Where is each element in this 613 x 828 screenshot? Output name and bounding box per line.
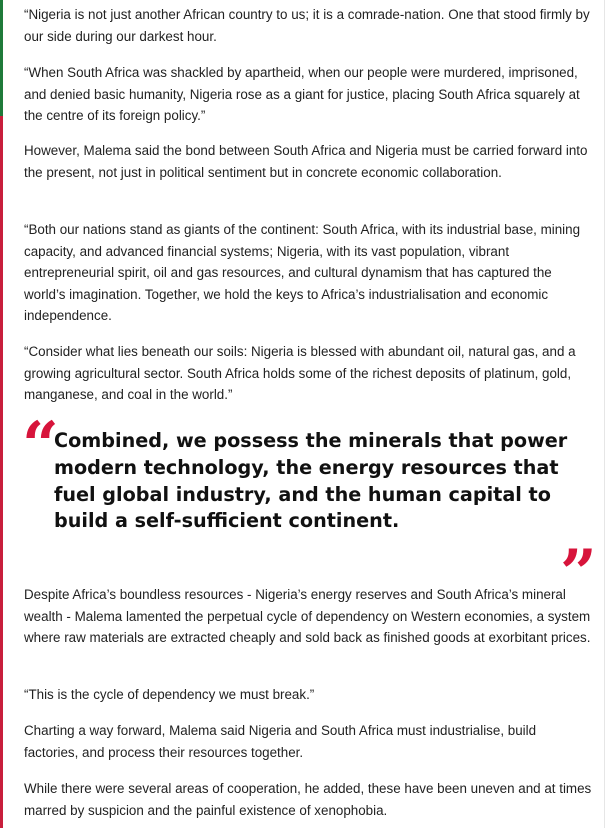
- pull-quote-text: Combined, we possess the minerals that power modern technology, the energy resources that fuel global industry, and the human capital to build a self-sufficient continent.: [54, 429, 568, 533]
- pull-quote: [22, 408, 597, 611]
- flag-accent-stripe: [0, 0, 3, 828]
- close-quote-icon: ”: [560, 536, 597, 611]
- article-paragraph-8: Charting a way forward, Malema said Nigeria and South Africa must industrialise, build factories, and process their resources together.: [24, 723, 537, 760]
- article-paragraph-4: “Both our nations stand as giants of the continent: South Africa, with its industrial base, mining capacity, and advanced financial systems; Nigeria, with its vast population, vibrant entrepreneurial spirit, oil and gas resources, and cultural dynamism that has captured the world’s imagination. Together, we hold the keys to Africa’s industrialisation and economic independence.: [24, 222, 581, 324]
- article-paragraph-7: “This is the cycle of dependency we must break.”: [24, 687, 315, 702]
- article-paragraph-5: “Consider what lies beneath our soils: Nigeria is blessed with abundant oil, natural gas, and a growing agricultural sector. South Africa holds some of the richest deposits of platinum, gold, manganese, and coal in the world.”: [24, 344, 576, 403]
- open-quote-icon: “: [22, 408, 59, 483]
- article-paragraph-2: “When South Africa was shackled by apartheid, when our people were murdered, imprisoned, and denied basic humanity, Nigeria rose as a giant for justice, placing South Africa squarely at the centre of its foreign policy.”: [24, 65, 580, 124]
- article-paragraph-1: “Nigeria is not just another African country to us; it is a comrade-nation. One that stood firmly by our side during our darkest hour.: [24, 7, 590, 44]
- article-paragraph-6: Despite Africa’s boundless resources - Nigeria’s energy reserves and South Africa’s mineral wealth - Malema lamented the perpetual cycle of dependency on Western economies, a system where raw materials are extracted cheaply and sold back as finished goods at exorbitant prices.: [24, 587, 591, 646]
- column-divider: [604, 0, 605, 828]
- article-paragraph-9: While there were several areas of cooperation, he added, these have been uneven and at times marred by suspicion and the painful existence of xenophobia.: [24, 781, 592, 818]
- article-paragraph-3: However, Malema said the bond between South Africa and Nigeria must be carried forward into the present, not just in political sentiment but in concrete economic collaboration.: [24, 143, 588, 180]
